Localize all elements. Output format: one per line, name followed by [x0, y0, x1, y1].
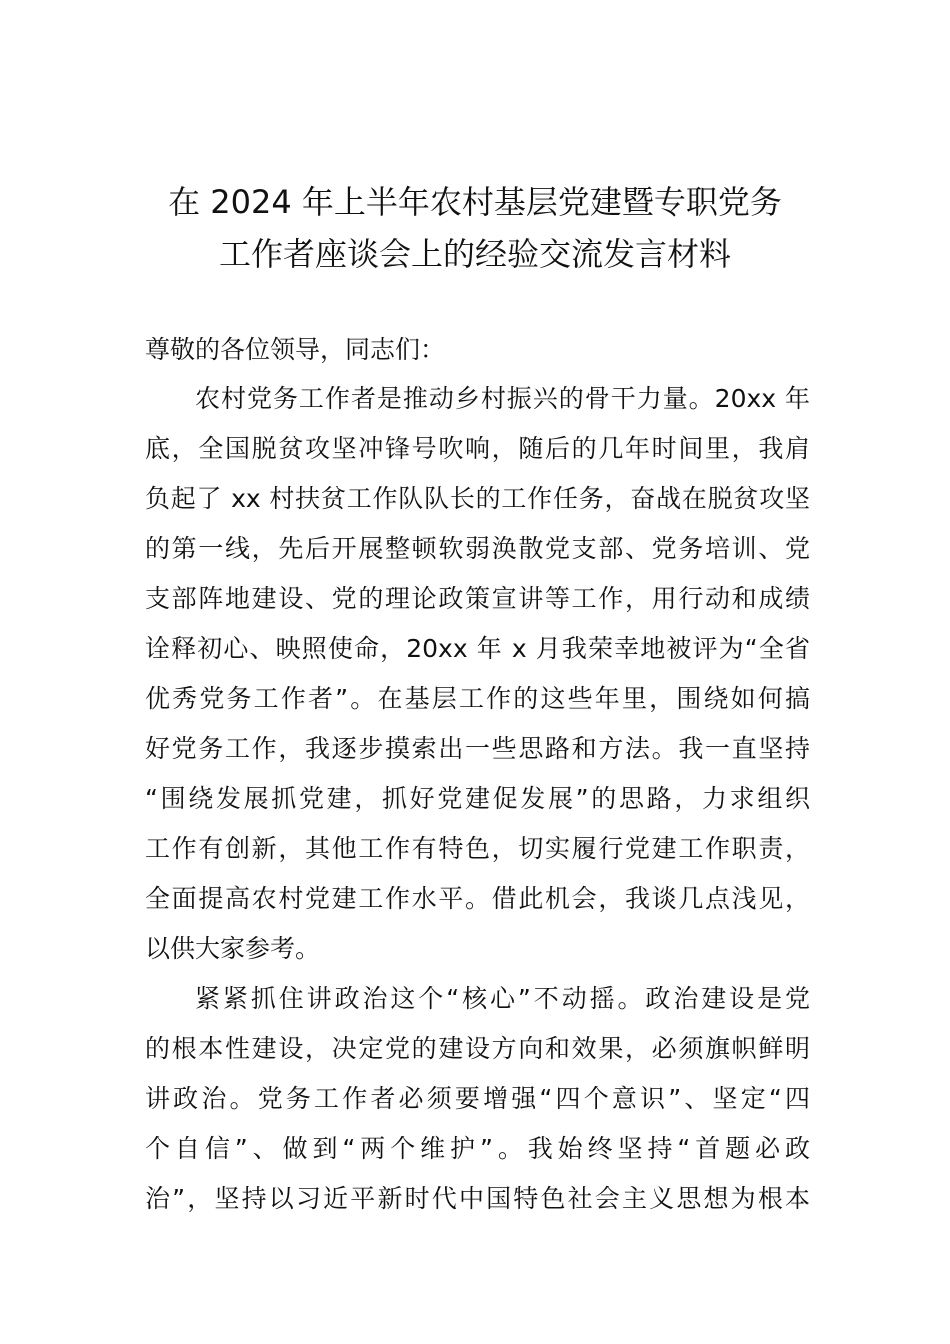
- paragraph-line: 紧紧抓住讲政治这个“核心”不动摇。政治建设是党: [195, 984, 810, 1013]
- paragraph-line: 的根本性建设，决定党的建设方向和效果，必须旗帜鲜明: [145, 1034, 810, 1063]
- title-line: 工作者座谈会上的经验交流发言材料: [218, 235, 731, 273]
- paragraph-line: 诠释初心、映照使命，20xx 年 x 月我荣幸地被评为“全省: [145, 634, 810, 663]
- paragraph-line: 讲政治。党务工作者必须要增强“四个意识”、坚定“四: [145, 1084, 810, 1113]
- paragraph-line: 支部阵地建设、党的理论政策宣讲等工作，用行动和成绩: [145, 584, 810, 613]
- paragraph-line: 工作有创新，其他工作有特色，切实履行党建工作职责，: [145, 834, 810, 863]
- paragraph-line: 以供大家参考。: [145, 934, 321, 963]
- paragraph-line: 治”，坚持以习近平新时代中国特色社会主义思想为根本: [145, 1184, 810, 1213]
- paragraph-line: 好党务工作，我逐步摸索出一些思路和方法。我一直坚持: [145, 734, 810, 763]
- paragraph-line: 底，全国脱贫攻坚冲锋号吹响，随后的几年时间里，我肩: [145, 434, 810, 463]
- paragraph-line: 全面提高农村党建工作水平。借此机会，我谈几点浅见，: [145, 884, 810, 913]
- paragraph-line: 负起了 xx 村扶贫工作队队长的工作任务，奋战在脱贫攻坚: [145, 484, 810, 513]
- paragraph-line: “围绕发展抓党建，抓好党建促发展”的思路，力求组织: [145, 784, 810, 813]
- paragraph-line: 的第一线，先后开展整顿软弱涣散党支部、党务培训、党: [145, 534, 810, 563]
- paragraph: [145, 974, 810, 1224]
- salutation: 尊敬的各位领导，同志们：: [145, 335, 446, 364]
- paragraph-line: 优秀党务工作者”。在基层工作的这些年里，围绕如何搞: [145, 684, 810, 713]
- paragraph-line: 农村党务工作者是推动乡村振兴的骨干力量。20xx 年: [195, 384, 810, 413]
- title-line: 在 2024 年上半年农村基层党建暨专职党务: [168, 183, 782, 221]
- paragraph-line: 个自信”、做到“两个维护”。我始终坚持“首题必政: [145, 1134, 810, 1163]
- paragraph: [145, 374, 810, 974]
- document-title: [100, 176, 850, 280]
